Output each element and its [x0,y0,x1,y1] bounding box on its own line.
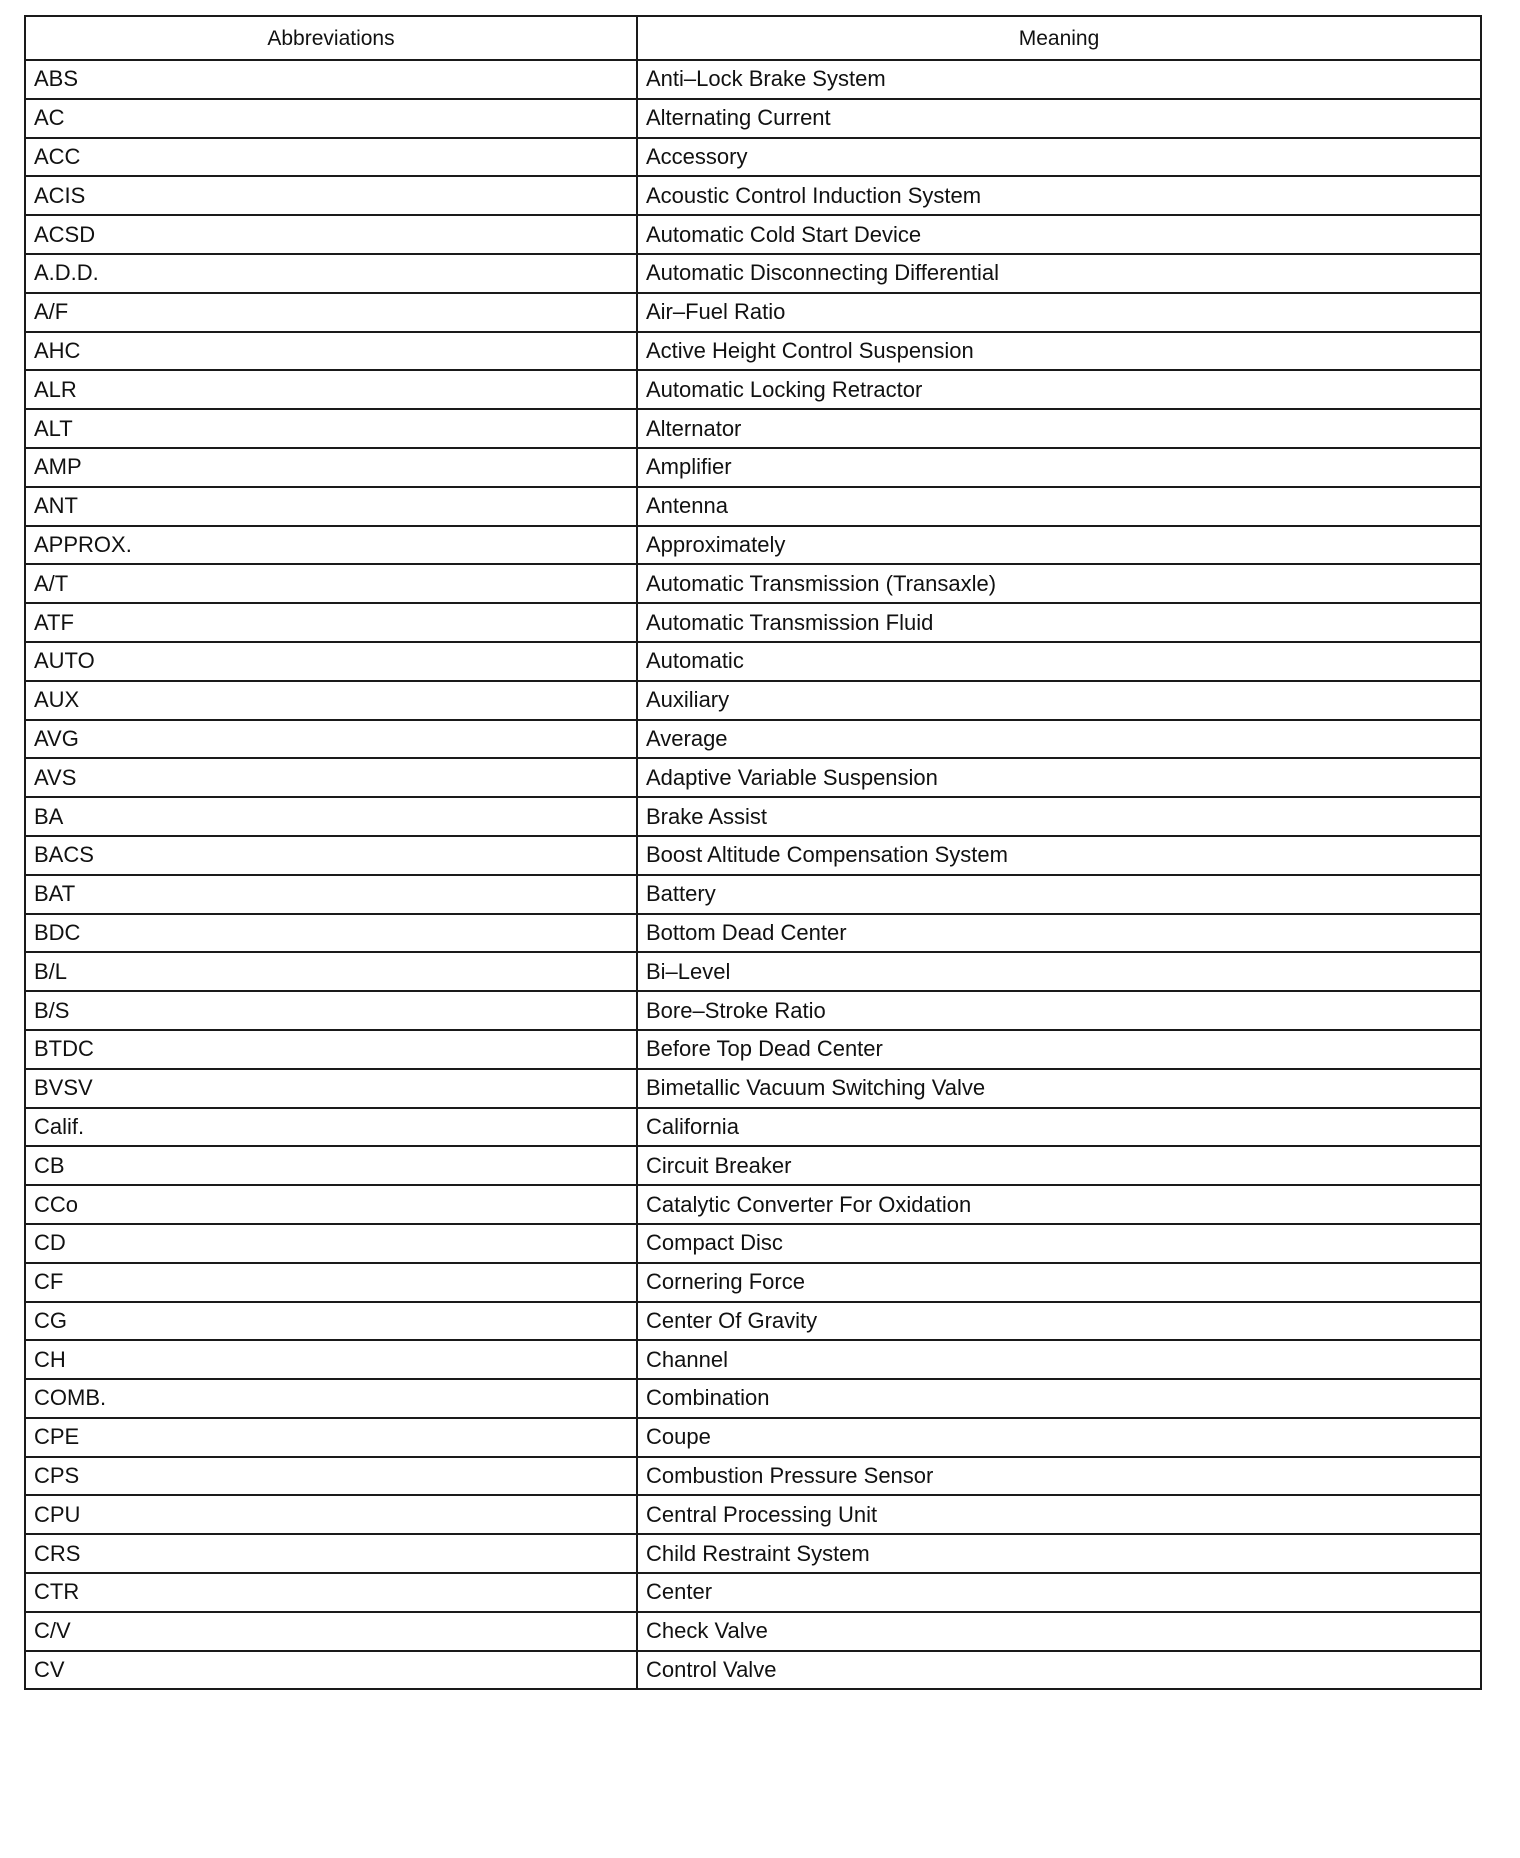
meaning-cell: Alternator [637,409,1481,448]
table-row [25,564,1481,603]
table-row [25,1379,1481,1418]
abbreviation-cell: CCo [25,1185,637,1224]
table-row [25,254,1481,293]
abbreviation-cell: ACC [25,138,637,177]
abbreviation-cell: BDC [25,914,637,953]
table-row [25,176,1481,215]
table-row [25,603,1481,642]
abbreviation-cell: AMP [25,448,637,487]
abbreviation-cell: CG [25,1302,637,1341]
abbreviation-cell: BTDC [25,1030,637,1069]
meaning-cell: Central Processing Unit [637,1495,1481,1534]
table-row [25,642,1481,681]
meaning-cell: Bi–Level [637,952,1481,991]
meaning-cell: Battery [637,875,1481,914]
meaning-cell: Average [637,720,1481,759]
table-row [25,138,1481,177]
meaning-cell: Compact Disc [637,1224,1481,1263]
table-row [25,332,1481,371]
table-row [25,797,1481,836]
table-row [25,60,1481,99]
meaning-cell: Accessory [637,138,1481,177]
table-row [25,1302,1481,1341]
table-row [25,448,1481,487]
meaning-cell: Bore–Stroke Ratio [637,991,1481,1030]
table-row [25,681,1481,720]
table-row [25,526,1481,565]
table-row [25,1108,1481,1147]
table-row [25,1340,1481,1379]
table-row [25,991,1481,1030]
abbreviation-cell: AC [25,99,637,138]
abbreviation-cell: ATF [25,603,637,642]
abbreviation-cell: BA [25,797,637,836]
abbreviation-cell: ALR [25,370,637,409]
meaning-cell: Automatic Disconnecting Differential [637,254,1481,293]
table-row [25,1457,1481,1496]
meaning-cell: Amplifier [637,448,1481,487]
abbreviation-cell: BVSV [25,1069,637,1108]
meaning-cell: Active Height Control Suspension [637,332,1481,371]
abbreviation-cell: B/L [25,952,637,991]
meaning-cell: Bottom Dead Center [637,914,1481,953]
abbreviation-cell: A/F [25,293,637,332]
meaning-cell: Cornering Force [637,1263,1481,1302]
abbreviation-cell: ACSD [25,215,637,254]
abbreviation-cell: ABS [25,60,637,99]
table-row [25,1263,1481,1302]
meaning-cell: Combustion Pressure Sensor [637,1457,1481,1496]
table-row [25,1573,1481,1612]
table-row [25,1418,1481,1457]
table-row [25,215,1481,254]
meaning-cell: Brake Assist [637,797,1481,836]
meaning-cell: Approximately [637,526,1481,565]
abbreviation-cell: AUTO [25,642,637,681]
meaning-cell: Adaptive Variable Suspension [637,758,1481,797]
abbreviation-cell: AHC [25,332,637,371]
abbreviation-cell: CV [25,1651,637,1690]
table-row [25,1534,1481,1573]
meaning-cell: Automatic Cold Start Device [637,215,1481,254]
table-row [25,1146,1481,1185]
table-row [25,758,1481,797]
abbreviation-cell: CF [25,1263,637,1302]
table-row [25,1185,1481,1224]
abbreviation-cell: CB [25,1146,637,1185]
meaning-cell: Center [637,1573,1481,1612]
meaning-cell: Auxiliary [637,681,1481,720]
table-row [25,875,1481,914]
meaning-cell: Boost Altitude Compensation System [637,836,1481,875]
meaning-cell: Catalytic Converter For Oxidation [637,1185,1481,1224]
table-row [25,487,1481,526]
abbreviation-cell: CPE [25,1418,637,1457]
abbreviation-cell: CTR [25,1573,637,1612]
abbreviation-cell: CPU [25,1495,637,1534]
abbreviation-cell: ALT [25,409,637,448]
meaning-cell: California [637,1108,1481,1147]
abbreviations-table [24,15,1482,1690]
table-row [25,720,1481,759]
meaning-cell: Check Valve [637,1612,1481,1651]
table-row [25,1030,1481,1069]
table-row [25,1651,1481,1690]
table-row [25,952,1481,991]
table-row [25,914,1481,953]
meaning-cell: Air–Fuel Ratio [637,293,1481,332]
abbreviation-cell: ACIS [25,176,637,215]
meaning-cell: Automatic Transmission Fluid [637,603,1481,642]
meaning-cell: Bimetallic Vacuum Switching Valve [637,1069,1481,1108]
meaning-cell: Circuit Breaker [637,1146,1481,1185]
meaning-cell: Antenna [637,487,1481,526]
abbreviation-cell: ANT [25,487,637,526]
table-row [25,1612,1481,1651]
table-row [25,1224,1481,1263]
meaning-cell: Combination [637,1379,1481,1418]
header-abbreviations: Abbreviations [25,16,637,60]
abbreviation-cell: CRS [25,1534,637,1573]
abbreviation-cell: A/T [25,564,637,603]
meaning-cell: Automatic [637,642,1481,681]
abbreviation-cell: BACS [25,836,637,875]
abbreviation-cell: B/S [25,991,637,1030]
abbreviation-cell: AVS [25,758,637,797]
abbreviation-cell: CD [25,1224,637,1263]
table-row [25,370,1481,409]
meaning-cell: Automatic Locking Retractor [637,370,1481,409]
abbreviation-cell: CH [25,1340,637,1379]
meaning-cell: Before Top Dead Center [637,1030,1481,1069]
meaning-cell: Automatic Transmission (Transaxle) [637,564,1481,603]
meaning-cell: Alternating Current [637,99,1481,138]
abbreviation-cell: A.D.D. [25,254,637,293]
table-row [25,293,1481,332]
meaning-cell: Anti–Lock Brake System [637,60,1481,99]
table-body [25,60,1481,1689]
table-row [25,1495,1481,1534]
meaning-cell: Center Of Gravity [637,1302,1481,1341]
abbreviation-cell: AVG [25,720,637,759]
meaning-cell: Control Valve [637,1651,1481,1690]
header-meaning: Meaning [637,16,1481,60]
abbreviation-cell: C/V [25,1612,637,1651]
abbreviation-cell: BAT [25,875,637,914]
abbreviation-cell: Calif. [25,1108,637,1147]
table-header-row [25,16,1481,60]
meaning-cell: Channel [637,1340,1481,1379]
table-row [25,836,1481,875]
meaning-cell: Acoustic Control Induction System [637,176,1481,215]
table-row [25,1069,1481,1108]
abbreviation-cell: APPROX. [25,526,637,565]
table-row [25,409,1481,448]
abbreviation-cell: CPS [25,1457,637,1496]
abbreviation-cell: AUX [25,681,637,720]
abbreviation-cell: COMB. [25,1379,637,1418]
table-row [25,99,1481,138]
meaning-cell: Child Restraint System [637,1534,1481,1573]
meaning-cell: Coupe [637,1418,1481,1457]
